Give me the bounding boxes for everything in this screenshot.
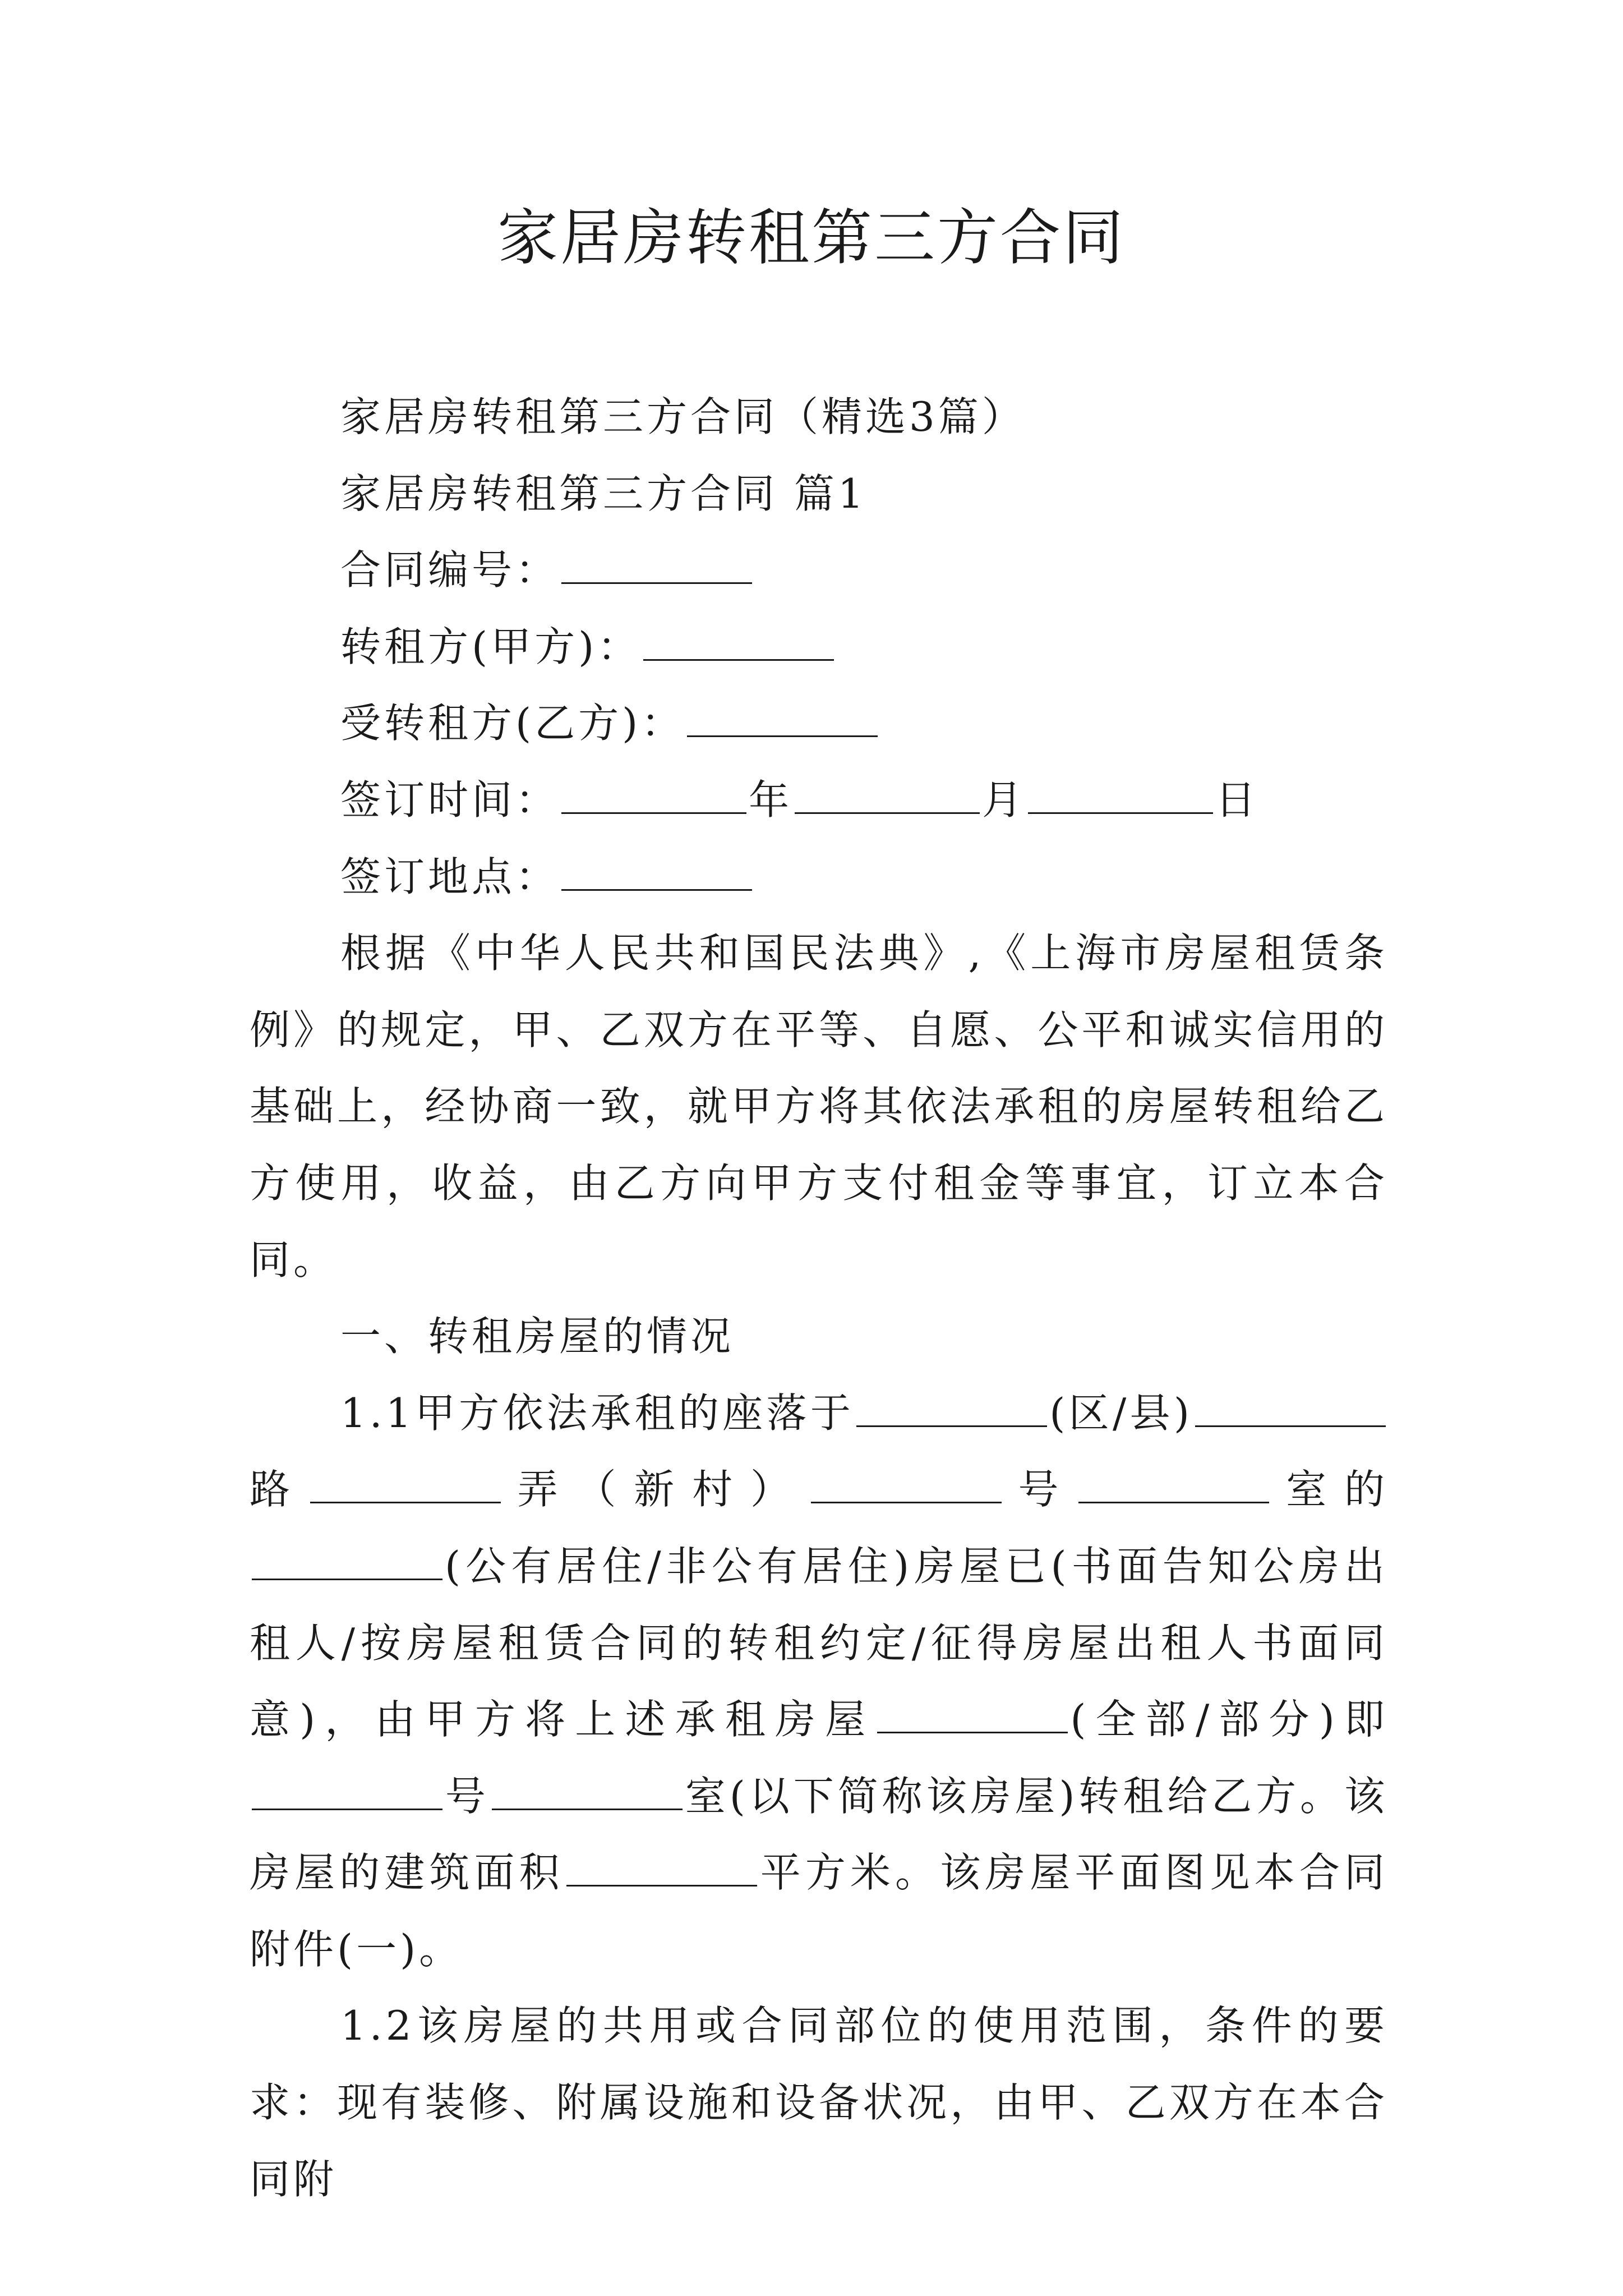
road-blank	[310, 1464, 501, 1503]
district-blank	[856, 1387, 1047, 1427]
lessee-label: 受转租方(乙方)：	[340, 700, 685, 747]
scope-blank	[877, 1694, 1068, 1733]
clause-1-1-part: (全部/部分)即	[1070, 1696, 1388, 1743]
subtitle: 家居房转租第三方合同（精选3篇）	[340, 393, 1026, 440]
document-body	[250, 379, 1388, 2217]
number-blank	[1078, 1464, 1269, 1503]
intro-paragraph: 根据《中华人民共和国民法典》,《上海市房屋租赁条例》的规定，甲、乙双方在平等、自愿、公平和诚实信用的基础上，经协商一致，就甲方将其依法承租的房屋转租给乙方使用，收益，由乙方向甲方支付租金等事宜，订立本合同。	[250, 930, 1388, 1283]
month-label: 月	[982, 776, 1026, 823]
lessor-label: 转租方(甲方)：	[340, 623, 642, 670]
clause-1-1-part: 弄（新村）	[502, 1466, 809, 1513]
day-blank	[1028, 774, 1213, 814]
sign-place-blank	[561, 850, 752, 890]
clause-1-1-part: 室的	[1271, 1466, 1388, 1513]
lessee-blank	[687, 697, 878, 737]
clause-1-1-part: 平方米。该房屋平面图见本合同附件(一)。	[250, 1849, 1388, 1973]
clause-1-1-part: 号	[445, 1772, 490, 1820]
lessor-blank	[643, 620, 834, 660]
contract-number-blank	[561, 544, 752, 584]
section-heading: 家居房转租第三方合同 篇1	[340, 470, 867, 517]
building-number-blank	[252, 1770, 442, 1810]
clause-1-1-part: 1.1甲方依法承租的座落于	[340, 1389, 855, 1437]
lane-blank	[811, 1464, 1002, 1503]
clause-1-1-part: 号	[1003, 1466, 1077, 1513]
sign-place-line	[250, 839, 1388, 915]
lessor-line	[250, 609, 1388, 685]
clause-1-1-part: 路	[250, 1466, 308, 1513]
area-blank	[566, 1847, 757, 1887]
year-label: 年	[749, 776, 793, 823]
clause-1-1	[250, 1375, 1388, 1988]
day-label: 日	[1215, 776, 1260, 823]
clause-1-1-part: (区/县)	[1049, 1389, 1193, 1437]
room-blank	[492, 1770, 683, 1810]
contract-number-line	[250, 532, 1388, 609]
clause-1-1-part: (公有居住/非公有居住)房屋已(书面告知公房出租人/按房屋租赁合同的转租约定/征得房屋出租人书面同意)，由甲方将上述承租房屋	[250, 1542, 1388, 1743]
document-title: 家居房转租第三方合同	[497, 203, 1126, 273]
year-blank	[561, 774, 746, 814]
sign-place-label: 签订地点：	[340, 853, 560, 900]
housing-type-blank	[252, 1540, 442, 1580]
month-blank	[795, 774, 980, 814]
sign-time-line	[250, 762, 1388, 839]
clause-1-2: 1.2该房屋的共用或合同部位的使用范围，条件的要求：现有装修、附属设施和设备状况，由甲、乙双方在本合同附	[250, 2002, 1388, 2203]
lessee-line	[250, 685, 1388, 762]
clause-1-heading: 一、转租房屋的情况	[340, 1313, 735, 1360]
contract-number-label: 合同编号：	[340, 546, 560, 594]
sign-time-label: 签订时间：	[340, 776, 560, 823]
road-prefix-blank	[1195, 1387, 1386, 1427]
clause-1-1-part: 室(以下简称该房屋)转租给乙方。该房屋的建筑面积	[250, 1772, 1388, 1897]
